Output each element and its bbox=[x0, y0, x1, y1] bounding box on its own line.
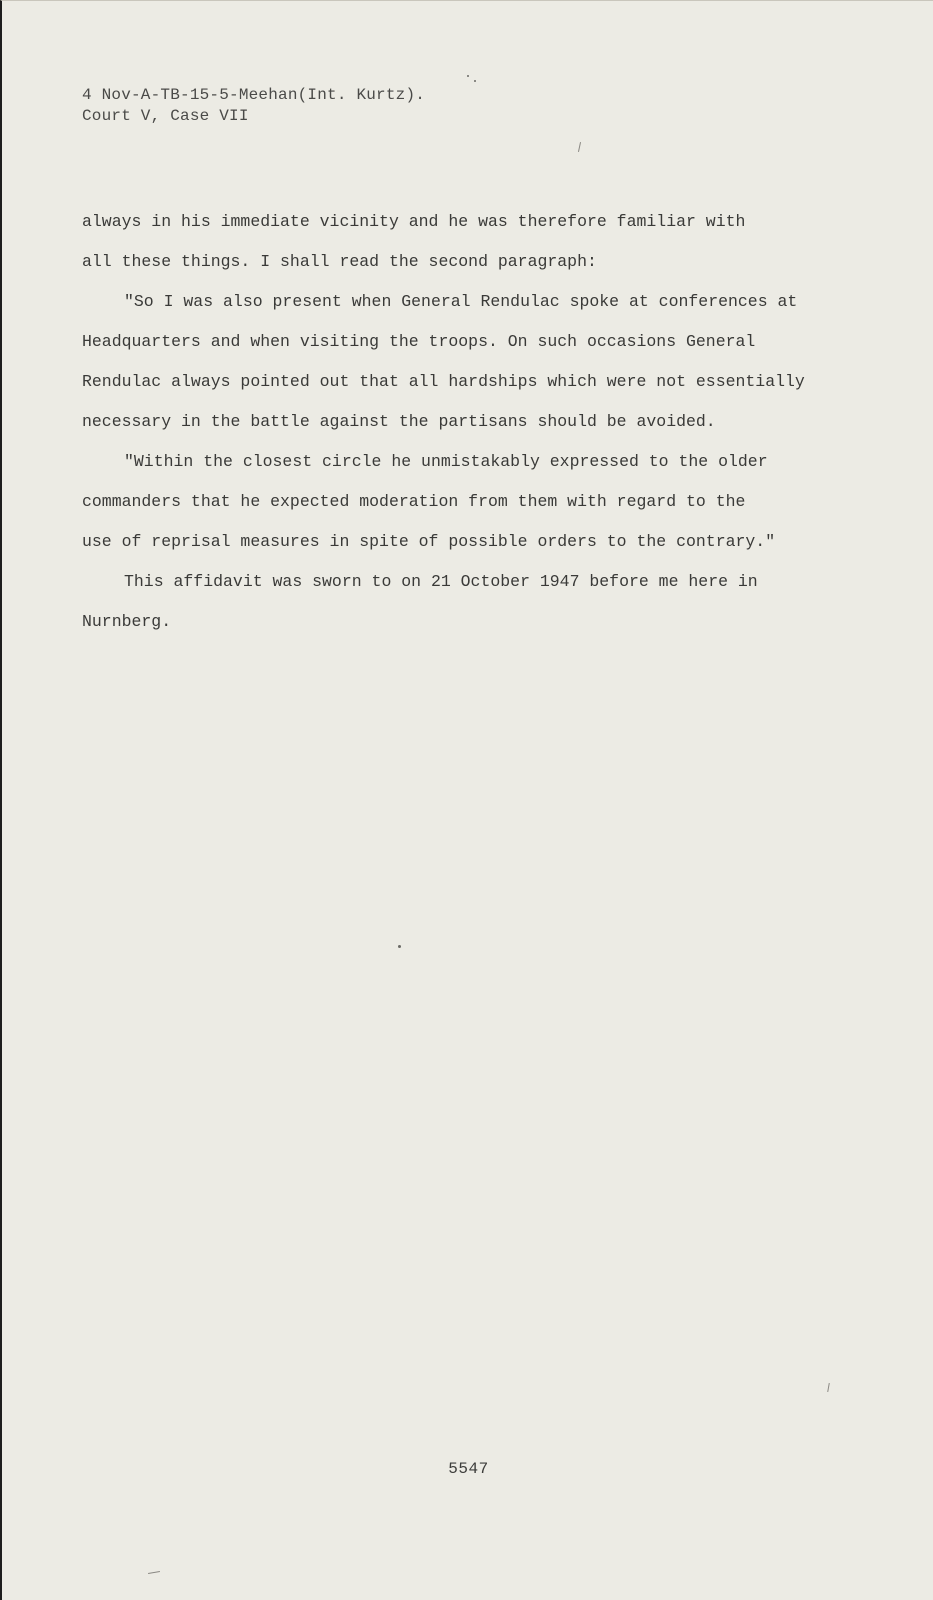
paper-speck bbox=[474, 80, 476, 82]
transcript-body bbox=[82, 208, 852, 648]
transcript-line: "So I was also present when General Rendulac spoke at conferences at bbox=[124, 292, 798, 311]
transcript-line: "Within the closest circle he unmistakably expressed to the older bbox=[124, 452, 768, 471]
transcript-line: always in his immediate vicinity and he was therefore familiar with bbox=[82, 212, 746, 231]
transcript-line: This affidavit was sworn to on 21 October 1947 before me here in bbox=[124, 572, 758, 591]
paper-speck bbox=[398, 945, 401, 948]
transcript-line: use of reprisal measures in spite of possible orders to the contrary." bbox=[82, 532, 776, 551]
transcript-line: Nurnberg. bbox=[82, 612, 172, 631]
document-header bbox=[82, 85, 425, 127]
page-number: 5547 bbox=[448, 1460, 489, 1478]
transcript-line: Headquarters and when visiting the troops. On such occasions General bbox=[82, 332, 756, 351]
header-reference-line: 4 Nov-A-TB-15-5-Meehan(Int. Kurtz). bbox=[82, 86, 426, 104]
transcript-line: Rendulac always pointed out that all hardships which were not essentially bbox=[82, 372, 805, 391]
transcript-line: all these things. I shall read the second paragraph: bbox=[82, 252, 597, 271]
paper-mark bbox=[148, 1571, 160, 1574]
paper-mark bbox=[578, 142, 581, 152]
header-court-case-line: Court V, Case VII bbox=[82, 107, 249, 125]
transcript-line: necessary in the battle against the partisans should be avoided. bbox=[82, 412, 716, 431]
paper-speck bbox=[467, 75, 469, 77]
transcript-line: commanders that he expected moderation from them with regard to the bbox=[82, 492, 746, 511]
paper-mark bbox=[827, 1383, 830, 1392]
